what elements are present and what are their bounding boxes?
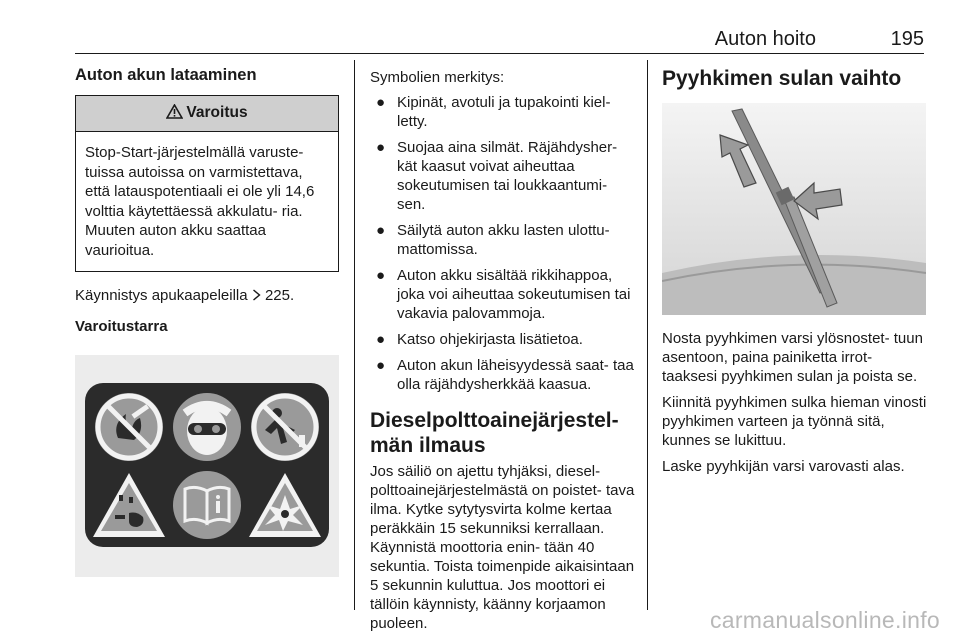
warning-label: Varoitus <box>186 104 248 121</box>
list-item: ● Auton akku sisältää rikkihappoa, joka voi aiheuttaa sokeutumisen tai vakavia palovammoja. <box>376 267 631 322</box>
acid-warning-icon <box>93 473 165 537</box>
section-title-battery-charging: Auton akun lataaminen <box>75 66 257 84</box>
warning-label-heading: Varoitustarra <box>75 318 168 335</box>
page-header <box>75 27 924 54</box>
reference-arrow-icon <box>252 287 265 304</box>
explosion-warning-icon <box>249 473 321 537</box>
wiper-section-title: Pyyhkimen sulan vaihto <box>662 67 902 90</box>
symbol-legend-intro: Symbolien merkitys: <box>370 69 505 86</box>
goggles-icon <box>173 393 241 461</box>
battery-warning-label-image <box>75 355 339 577</box>
jump-start-text: Käynnistys apukaapeleilla <box>75 287 248 304</box>
list-item: ● Kipinät, avotuli ja tupakointi kiel- letty. <box>376 94 611 130</box>
diesel-section-text: Jos säiliö on ajettu tyhjäksi, diesel- polttoainejärjestelmästä on poistet- tava ilma. Kytke sytytysvirta kolme kertaa peräkkäin 15 sekunniksi kerrallaan. Käynnistä moottoria enin- tään 40 sekuntia. Toista toimenpide aikaisintaan 5 sekunnin kuluttua. Jos moottori ei tällöin käynnisty, käänny korjaamon puoleen. <box>370 463 635 632</box>
symbol-legend-list <box>370 93 635 394</box>
wiper-step-1: Nosta pyyhkimen varsi ylösnostet- tuun asentoon, paina painiketta irrot- taaksesi pyyhkimen sulan ja poista se. <box>662 330 923 385</box>
jump-start-reference <box>75 286 339 305</box>
column-2 <box>370 60 635 633</box>
wiper-step-3: Laske pyyhkijän varsi varovasti alas. <box>662 458 905 475</box>
warning-header <box>76 96 338 132</box>
warning-text: Stop-Start-järjestelmällä varuste- tuissa autoissa on varmistettava, että latauspotentiaali ei ole yli 14,6 volttia käytettäessä akkulatu- ria. Muuten auton akku saattaa vaurioitua. <box>85 144 315 259</box>
column-1 <box>75 60 339 577</box>
keep-children-away-icon <box>251 393 319 461</box>
wiper-step-2: Kiinnitä pyyhkimen sulka hieman vinosti pyyhkimen varteen ja työnnä sitä, kunnes se lukittuu. <box>662 394 927 449</box>
chapter-title: Auton hoito <box>714 28 816 50</box>
column-divider-2 <box>647 60 648 610</box>
bullet-icon: ● <box>376 94 386 111</box>
no-fire-smoking-icon <box>95 393 163 461</box>
wiper-blade-image <box>662 103 926 315</box>
jump-start-page-ref: 225. <box>264 287 295 304</box>
site-watermark: carmanualsonline.info <box>709 607 940 633</box>
list-item: ● Auton akun läheisyydessä saat- taa olla räjähdysherkkää kaasua. <box>376 357 634 393</box>
diesel-section-title: Dieselpolttoainejärjestel- män ilmaus <box>370 409 619 457</box>
warning-triangle-icon <box>166 104 183 124</box>
bullet-icon: ● <box>376 139 386 156</box>
page-number: 195 <box>890 28 924 50</box>
bullet-icon: ● <box>376 267 386 284</box>
manual-icon <box>173 471 241 539</box>
bullet-icon: ● <box>376 357 386 374</box>
pictogram-panel <box>85 383 329 547</box>
list-item: ● Suojaa aina silmät. Räjähdysher- kät kaasut voivat aiheuttaa sokeutumisen tai loukkaantumi- sen. <box>376 139 618 213</box>
bullet-icon: ● <box>376 331 386 348</box>
list-item: ● Katso ohjekirjasta lisätietoa. <box>376 331 583 348</box>
column-divider-1 <box>354 60 355 610</box>
bullet-icon: ● <box>376 222 386 239</box>
list-item: ● Säilytä auton akku lasten ulottu- mattomissa. <box>376 222 610 258</box>
warning-box <box>75 95 339 272</box>
column-3 <box>662 60 927 476</box>
